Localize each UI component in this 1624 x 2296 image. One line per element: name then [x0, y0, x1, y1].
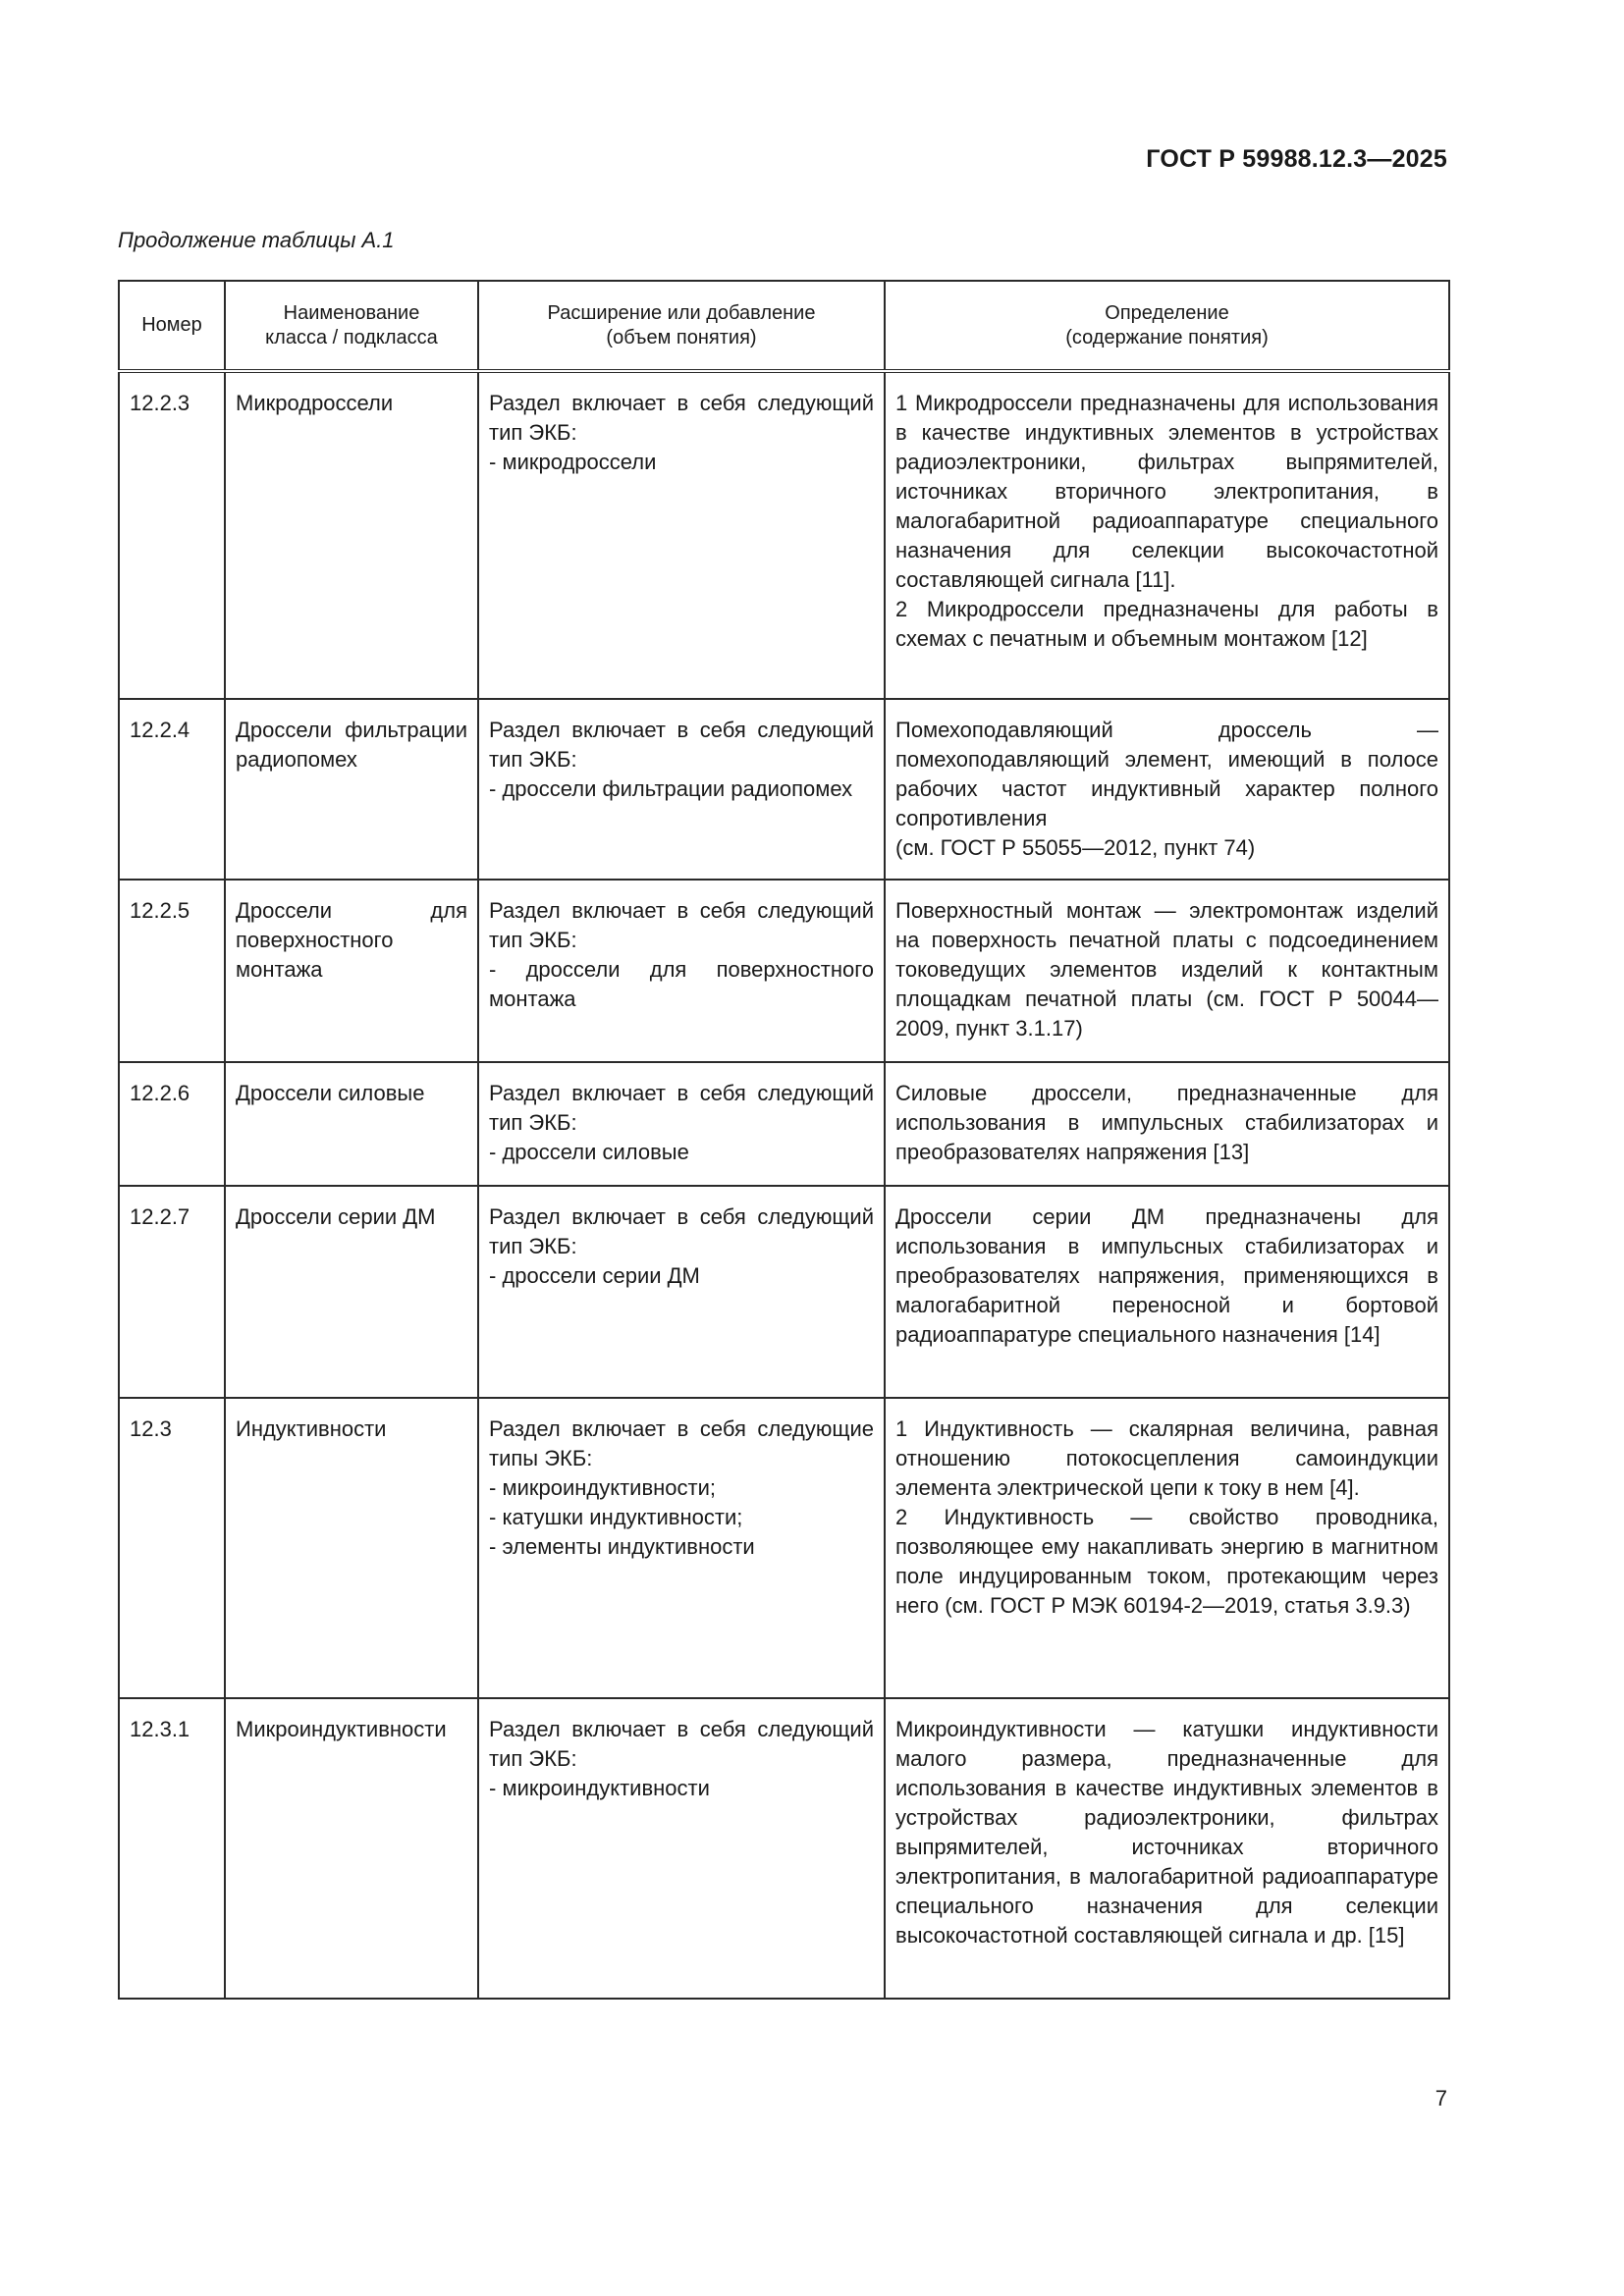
row-definition: 1 Индуктивность — скалярная величина, равная отношению потокосцепления самоиндукции элемента электрической цепи к току в нем [4]. 2 Индуктивность — свойство проводника, позволяющее ему накапливать энергию в магнитном поле индуцированным током, протекающим через него (см. ГОСТ Р МЭК 60194-2—2019, статья 3.9.3)	[885, 1398, 1449, 1698]
table-row	[119, 1698, 1449, 1999]
column-header-definition: Определение (содержание понятия)	[885, 281, 1449, 371]
row-class-name: Дроссели силовые	[225, 1062, 478, 1186]
row-number: 12.3	[119, 1398, 225, 1698]
row-number: 12.2.7	[119, 1186, 225, 1398]
column-header-number: Номер	[119, 281, 225, 371]
table-row	[119, 1398, 1449, 1698]
row-definition: Помехоподавляющий дроссель — помехоподавляющий элемент, имеющий в полосе рабочих частот индуктивный характер полного сопротивления (см. ГОСТ Р 55055—2012, пункт 74)	[885, 699, 1449, 880]
table-header-row	[119, 281, 1449, 371]
row-number: 12.2.5	[119, 880, 225, 1062]
row-scope: Раздел включает в себя следующий тип ЭКБ: - дроссели для поверхностного монтажа	[478, 880, 885, 1062]
table-caption: Продолжение таблицы А.1	[118, 228, 395, 252]
column-header-name: Наименование класса / подкласса	[225, 281, 478, 371]
classification-table	[118, 280, 1450, 2000]
row-scope: Раздел включает в себя следующий тип ЭКБ: - микроиндуктивности	[478, 1698, 885, 1999]
row-class-name: Микродроссели	[225, 371, 478, 699]
row-definition: Силовые дроссели, предназначенные для использования в импульсных стабилизаторах и преобразователях напряжения [13]	[885, 1062, 1449, 1186]
document-code: ГОСТ Р 59988.12.3—2025	[1146, 145, 1447, 173]
table-row	[119, 371, 1449, 699]
table-row	[119, 880, 1449, 1062]
row-scope: Раздел включает в себя следующий тип ЭКБ: - дроссели серии ДМ	[478, 1186, 885, 1398]
row-number: 12.3.1	[119, 1698, 225, 1999]
row-class-name: Индуктивности	[225, 1398, 478, 1698]
row-scope: Раздел включает в себя следующий тип ЭКБ: - дроссели фильтрации радиопомех	[478, 699, 885, 880]
row-class-name: Дроссели фильтрации радиопомех	[225, 699, 478, 880]
row-scope: Раздел включает в себя следующий тип ЭКБ: - микродроссели	[478, 371, 885, 699]
row-definition: Микроиндуктивности — катушки индуктивности малого размера, предназначенные для использования в качестве индуктивных элементов в устройствах радиоэлектроники, фильтрах выпрямителей, источниках вторичного электропитания, в малогабаритной радиоаппаратуре специального назначения для селекции высокочастотной составляющей сигнала и др. [15]	[885, 1698, 1449, 1999]
row-number: 12.2.6	[119, 1062, 225, 1186]
row-class-name: Дроссели серии ДМ	[225, 1186, 478, 1398]
row-number: 12.2.4	[119, 699, 225, 880]
row-class-name: Дроссели для поверхностного монтажа	[225, 880, 478, 1062]
row-number: 12.2.3	[119, 371, 225, 699]
row-definition: Поверхностный монтаж — электромонтаж изделий на поверхность печатной платы с подсоединением токоведущих элементов изделий к контактным площадкам печатной платы (см. ГОСТ Р 50044—2009, пункт 3.1.17)	[885, 880, 1449, 1062]
row-scope: Раздел включает в себя следующие типы ЭКБ: - микроиндуктивности; - катушки индуктивности; - элементы индуктивности	[478, 1398, 885, 1698]
row-scope: Раздел включает в себя следующий тип ЭКБ: - дроссели силовые	[478, 1062, 885, 1186]
table-row	[119, 1062, 1449, 1186]
table-row	[119, 699, 1449, 880]
row-definition: 1 Микродроссели предназначены для использования в качестве индуктивных элементов в устройствах радиоэлектроники, фильтрах выпрямителей, источниках вторичного электропитания, в малогабаритной радиоаппаратуре специального назначения для селекции высокочастотной составляющей сигнала [11]. 2 Микродроссели предназначены для работы в схемах с печатным и объемным монтажом [12]	[885, 371, 1449, 699]
table-row	[119, 1186, 1449, 1398]
column-header-scope: Расширение или добавление (объем понятия)	[478, 281, 885, 371]
page-number: 7	[1435, 2086, 1447, 2110]
row-class-name: Микроиндуктивности	[225, 1698, 478, 1999]
row-definition: Дроссели серии ДМ предназначены для использования в импульсных стабилизаторах и преобразователях напряжения, применяющихся в малогабаритной переносной и бортовой радиоаппаратуре специального назначения [14]	[885, 1186, 1449, 1398]
